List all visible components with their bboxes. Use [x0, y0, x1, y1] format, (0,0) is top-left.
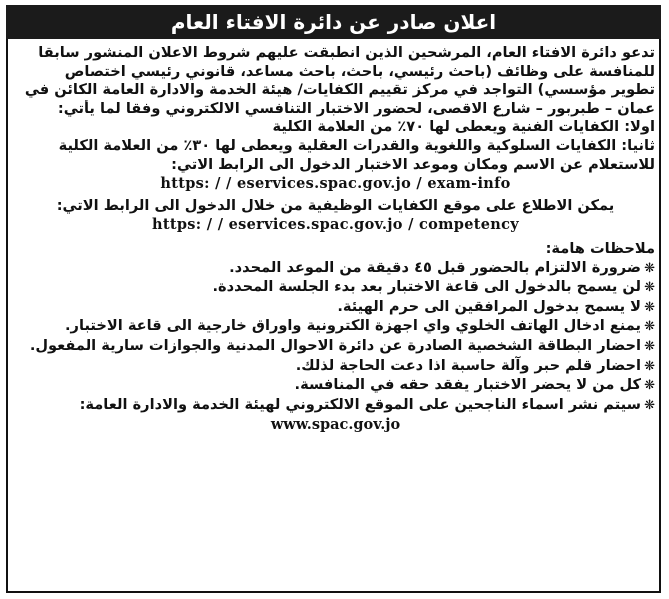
intro-line: عمان – طبربور – شارع الاقصى، لحضور الاختبار التنافسي الالكتروني وفقا لما يأتي: [57, 99, 655, 117]
exam-info-link[interactable]: https: / / eservices.spac.gov.jo / exam-info [160, 175, 511, 193]
notice-title: اعلان صادر عن دائرة الافتاء العام [6, 5, 661, 39]
intro-paragraph [16, 44, 655, 118]
point-second: ثانيا: الكفايات السلوكية واللغوية والقدرات العقلية ويعطى لها ٣٠٪ من العلامة الكلية [58, 136, 655, 154]
intro-line: للمنافسة على وظائف (باحث رئيسي، باحث، باحث مساعد، قانوني رئيسي اختصاص [64, 62, 655, 80]
intro-line: تدعو دائرة الافتاء العام، المرشحين الذين انطبقت عليهم شروط الاعلان المنشور سابقا [38, 44, 655, 61]
note-text: ضرورة الالتزام بالحضور قبل ٤٥ دقيقة من الموعد المحدد. [229, 258, 641, 276]
inquiry-text: للاستعلام عن الاسم ومكان وموعد الاختبار الدخول الى الرابط الاتي: [171, 155, 655, 173]
point-first: اولا: الكفايات الفنية ويعطى لها ٧٠٪ من العلامة الكلية [272, 118, 655, 136]
note-text: سيتم نشر اسماء الناجحين على الموقع الالكتروني لهيئة الخدمة والادارة العامة: [79, 395, 641, 413]
note-item [16, 278, 655, 298]
website-link[interactable]: www.spac.gov.jo [270, 416, 401, 434]
note-text: لن يسمح بالدخول الى قاعة الاختبار بعد بدء الجلسة المحددة. [212, 278, 641, 296]
note-item [16, 317, 655, 337]
note-text: كل من لا يحضر الاختبار يفقد حقه في المنافسة. [294, 376, 641, 394]
note-item [16, 376, 655, 396]
note-item [16, 259, 655, 279]
notice-body [10, 44, 657, 589]
bullet-icon: ❋ [644, 260, 655, 276]
note-item [16, 396, 655, 416]
intro-line: تطوير مؤسسي) التواجد في مركز تقييم الكفايات/ هيئة الخدمة والادارة العامة الكائن في [24, 81, 655, 99]
note-text: احضار البطاقة الشخصية الصادرة عن دائرة الاحوال المدنية والجوازات سارية المفعول. [29, 336, 641, 354]
bullet-icon: ❋ [644, 338, 655, 354]
bullet-icon: ❋ [644, 397, 655, 413]
note-item [16, 357, 655, 377]
note-text: يمنع ادخال الهاتف الخلوي واي اجهزة الكترونية واوراق خارجية الى قاعة الاختبار. [65, 317, 641, 335]
bullet-icon: ❋ [644, 378, 655, 394]
note-item [16, 337, 655, 357]
competency-link[interactable]: https: / / eservices.spac.gov.jo / competency [152, 216, 519, 234]
bullet-icon: ❋ [644, 299, 655, 315]
note-text: احضار قلم حبر وآلة حاسبة اذا دعت الحاجة لذلك. [295, 356, 641, 374]
competency-text: يمكن الاطلاع على موقع الكفايات الوظيفية من خلال الدخول الى الرابط الاتي: [56, 196, 615, 214]
bullet-icon: ❋ [644, 319, 655, 335]
note-item [16, 298, 655, 318]
note-text: لا يسمح بدخول المرافقين الى حرم الهيئة. [337, 297, 641, 315]
bullet-icon: ❋ [644, 358, 655, 374]
notes-title: ملاحظات هامة: [545, 239, 655, 257]
bullet-icon: ❋ [644, 280, 655, 296]
